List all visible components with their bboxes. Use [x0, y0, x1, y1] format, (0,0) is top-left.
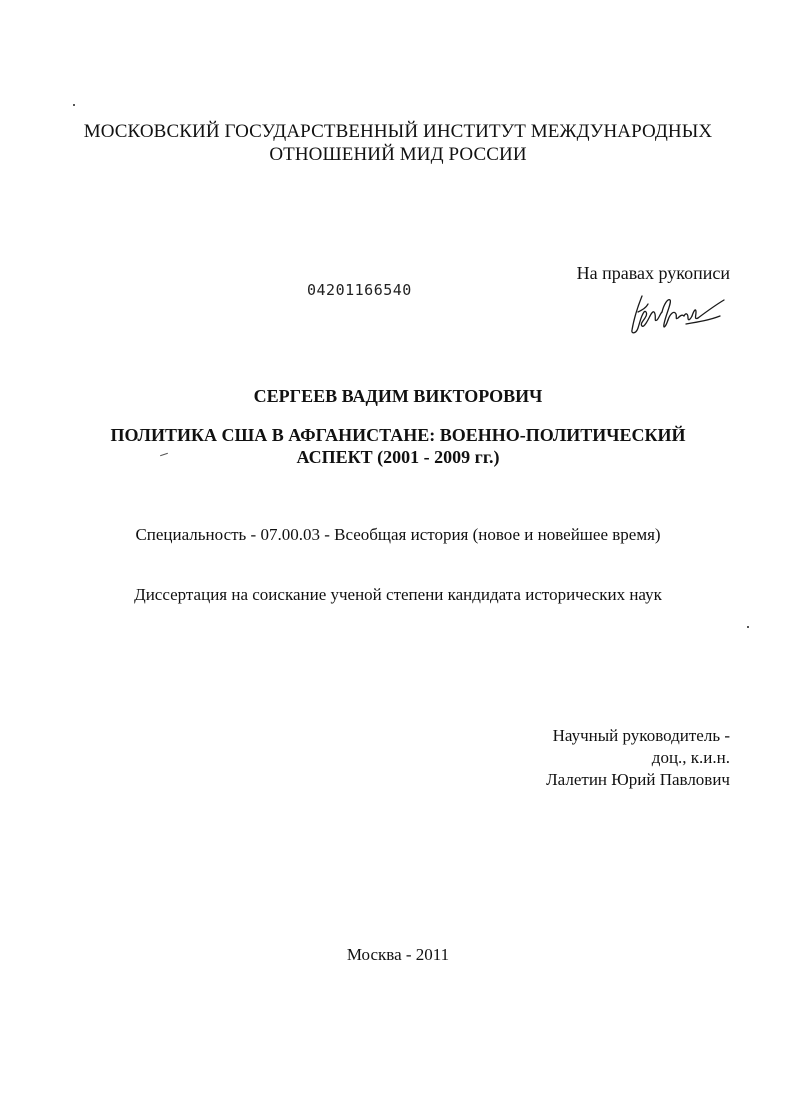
- signature-icon: [628, 290, 728, 338]
- manuscript-rights-note: На правах рукописи: [576, 263, 730, 283]
- institution-name-line1: МОСКОВСКИЙ ГОСУДАРСТВЕННЫЙ ИНСТИТУТ МЕЖДУНАРОДНЫХ: [83, 121, 713, 142]
- institution-name-line2: ОТНОШЕНИЙ МИД РОССИИ: [269, 144, 527, 165]
- city-year: Москва - 2011: [346, 945, 450, 964]
- specialty-line: Специальность - 07.00.03 - Всеобщая история (новое и новейшее время): [135, 525, 661, 544]
- dissertation-title-line2: АСПЕКТ (2001 - 2009 гг.): [296, 447, 500, 467]
- supervisor-degree: доц., к.и.н.: [651, 748, 730, 767]
- supervisor-role: Научный руководитель -: [552, 726, 730, 745]
- dissertation-title-line1: ПОЛИТИКА США В АФГАНИСТАНЕ: ВОЕННО-ПОЛИТИЧЕСКИЙ: [110, 425, 686, 445]
- catalog-number: 04201166540: [307, 281, 412, 299]
- scan-speck: [747, 626, 749, 628]
- author-name: СЕРГЕЕВ ВАДИМ ВИКТОРОВИЧ: [253, 386, 543, 406]
- supervisor-name: Лалетин Юрий Павлович: [546, 770, 730, 789]
- dissertation-degree-line: Диссертация на соискание ученой степени кандидата исторических наук: [134, 585, 662, 604]
- scan-speck: [73, 104, 75, 106]
